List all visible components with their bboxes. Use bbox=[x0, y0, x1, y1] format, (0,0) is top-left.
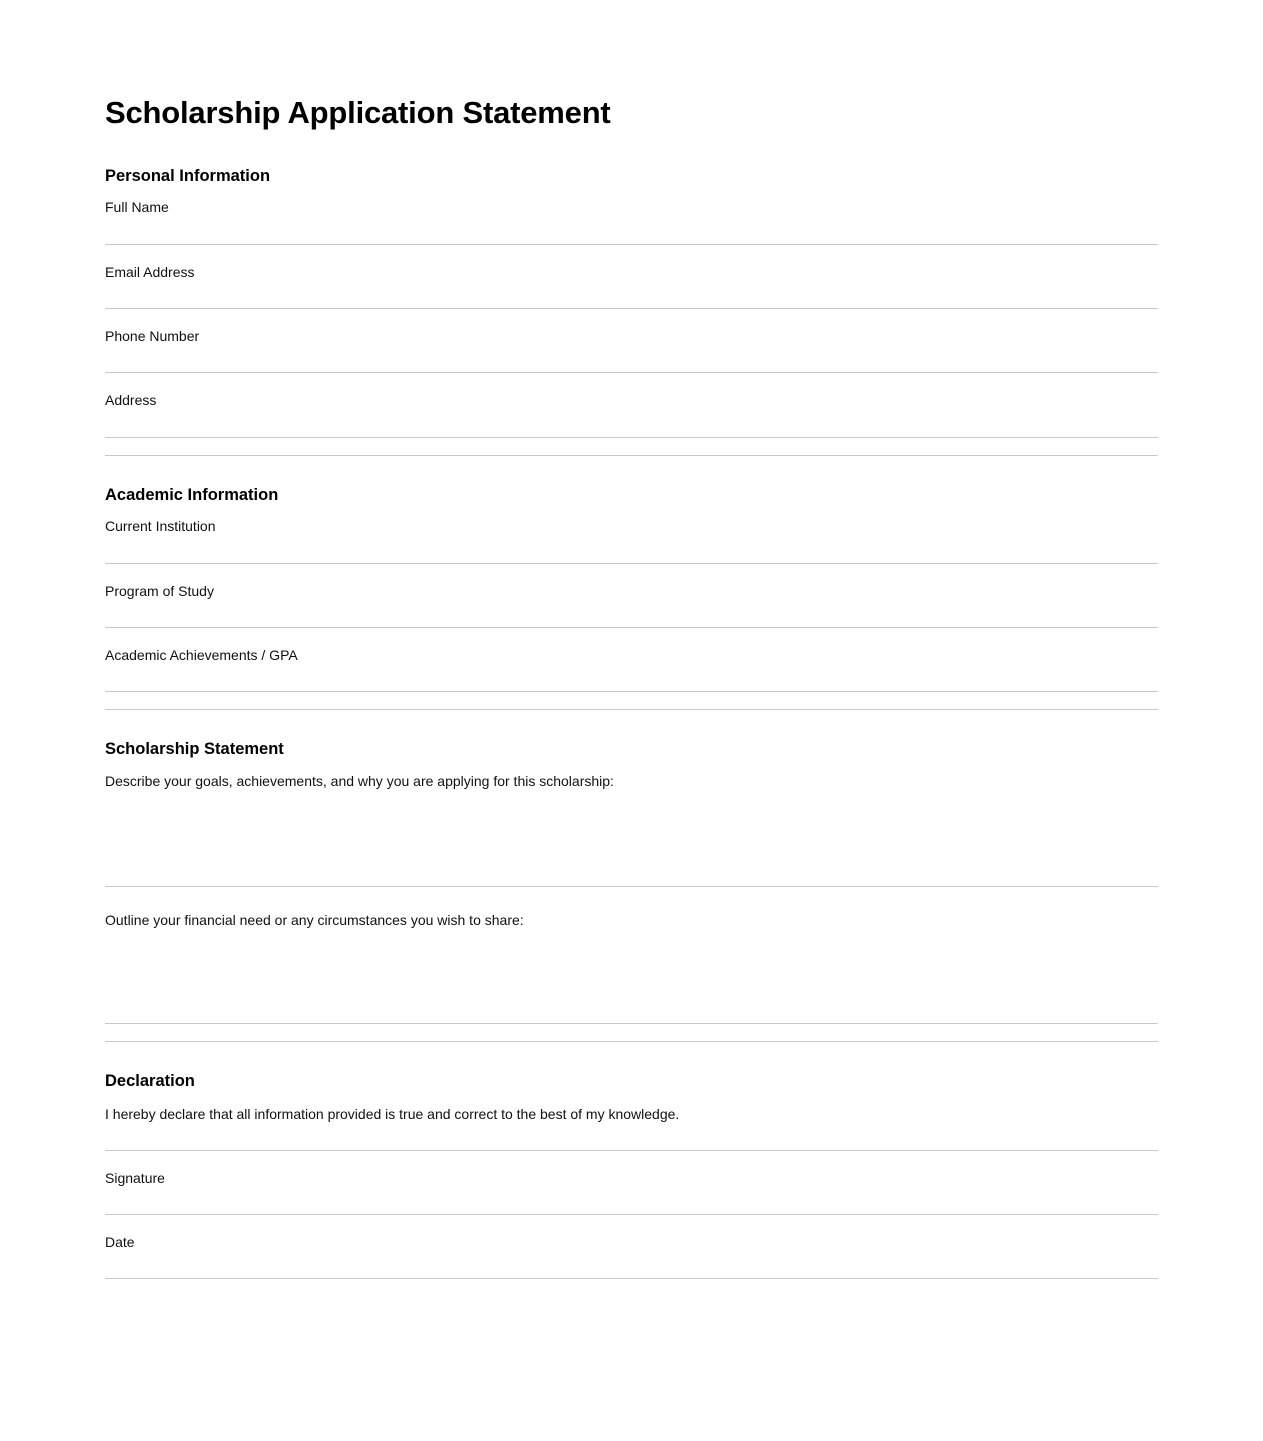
field-current-institution bbox=[105, 513, 1158, 563]
page-title: Scholarship Application Statement bbox=[105, 95, 611, 130]
field-label-signature: Signature bbox=[105, 1169, 165, 1186]
field-label-academic-achievements: Academic Achievements / GPA bbox=[105, 647, 298, 664]
section-heading-personal-information: Personal Information bbox=[105, 166, 271, 185]
field-input-signature[interactable] bbox=[105, 1188, 1158, 1214]
field-label-phone-number: Phone Number bbox=[105, 328, 200, 345]
field-input-current-institution[interactable] bbox=[105, 537, 1158, 563]
field-label-email-address: Email Address bbox=[105, 263, 195, 280]
spacer bbox=[105, 309, 1158, 323]
spacer bbox=[105, 887, 1158, 907]
field-rule-program-of-study bbox=[105, 627, 1158, 628]
field-rule-email-address bbox=[105, 308, 1158, 309]
section-academic-information bbox=[105, 486, 1158, 711]
spacer bbox=[105, 373, 1158, 387]
field-signature bbox=[105, 1165, 1158, 1215]
field-rule-financial-need-line-1 bbox=[105, 1023, 1158, 1024]
spacer bbox=[105, 628, 1158, 642]
field-input-program-of-study[interactable] bbox=[105, 601, 1158, 627]
textarea-goals-statement[interactable] bbox=[105, 791, 1158, 886]
spacer bbox=[105, 1215, 1158, 1229]
field-date bbox=[105, 1229, 1158, 1279]
spacer bbox=[105, 1151, 1158, 1165]
field-rule-academic-achievements-line-2 bbox=[105, 709, 1158, 710]
section-personal-information bbox=[105, 167, 1158, 456]
field-rule-goals-statement bbox=[105, 886, 1158, 887]
field-rule-phone-number bbox=[105, 372, 1158, 373]
section-scholarship-statement bbox=[105, 740, 1158, 1041]
field-rule-financial-need-line-2 bbox=[105, 1041, 1158, 1042]
field-input-full-name[interactable] bbox=[105, 218, 1158, 244]
field-phone-number bbox=[105, 323, 1158, 373]
field-full-name bbox=[105, 194, 1158, 244]
field-rule-full-name bbox=[105, 244, 1158, 245]
field-input-phone-number[interactable] bbox=[105, 346, 1158, 372]
field-label-address: Address bbox=[105, 392, 157, 409]
field-label-current-institution: Current Institution bbox=[105, 518, 216, 535]
section-declaration bbox=[105, 1072, 1158, 1280]
field-label-full-name: Full Name bbox=[105, 199, 169, 216]
spacer bbox=[105, 564, 1158, 578]
field-input-email-address[interactable] bbox=[105, 282, 1158, 308]
textarea-financial-need-statement[interactable] bbox=[105, 931, 1158, 1023]
prompt-label-goals-statement: Describe your goals, achievements, and why you are applying for this scholarship: bbox=[105, 773, 614, 790]
field-input-address[interactable] bbox=[105, 411, 1158, 437]
field-address bbox=[105, 387, 1158, 455]
field-label-date: Date bbox=[105, 1234, 135, 1251]
field-email-address bbox=[105, 259, 1158, 309]
section-heading-declaration: Declaration bbox=[105, 1071, 195, 1090]
field-input-academic-achievements[interactable] bbox=[105, 665, 1158, 691]
declaration-statement-text: I hereby declare that all information provided is true and correct to the best of my knowledge. bbox=[105, 1105, 680, 1122]
field-input-date[interactable] bbox=[105, 1252, 1158, 1278]
section-heading-scholarship-statement: Scholarship Statement bbox=[105, 740, 284, 759]
field-rule-address-line-1 bbox=[105, 437, 1158, 438]
field-goals-statement bbox=[105, 768, 1158, 887]
field-rule-date bbox=[105, 1278, 1158, 1279]
field-financial-need-statement bbox=[105, 907, 1158, 1041]
field-label-program-of-study: Program of Study bbox=[105, 582, 214, 599]
field-rule-academic-achievements-line-1 bbox=[105, 691, 1158, 692]
spacer bbox=[105, 1124, 1158, 1150]
prompt-label-financial-need-statement: Outline your financial need or any circumstances you wish to share: bbox=[105, 912, 524, 929]
field-rule-signature bbox=[105, 1214, 1158, 1215]
field-program-of-study bbox=[105, 578, 1158, 628]
field-rule-current-institution bbox=[105, 563, 1158, 564]
field-rule-address-line-2 bbox=[105, 455, 1158, 456]
spacer bbox=[105, 245, 1158, 259]
section-heading-academic-information: Academic Information bbox=[105, 485, 279, 504]
field-academic-achievements bbox=[105, 642, 1158, 710]
